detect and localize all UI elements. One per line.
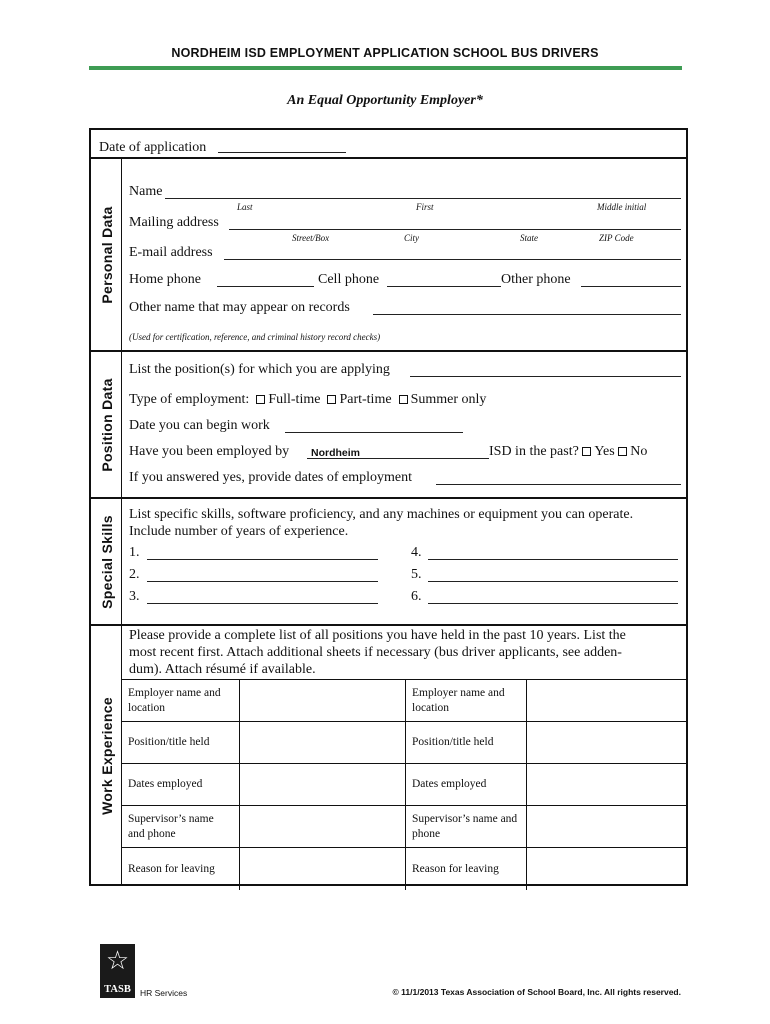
employed-before-question bbox=[489, 444, 647, 460]
first-name-caption: First bbox=[416, 202, 434, 212]
right-entry-cell[interactable] bbox=[527, 848, 686, 890]
cell-phone-label: Cell phone bbox=[318, 272, 380, 287]
right-row-label: Position/title held bbox=[412, 736, 494, 748]
state-caption: State bbox=[520, 233, 538, 243]
work-experience-section bbox=[91, 624, 686, 886]
special-skills-heading: Special Skills bbox=[98, 514, 115, 609]
yes-checkbox[interactable] bbox=[582, 447, 591, 456]
other-name-field[interactable] bbox=[373, 314, 681, 315]
table-row bbox=[122, 806, 686, 848]
right-entry-cell[interactable] bbox=[527, 764, 686, 805]
name-label: Name bbox=[129, 184, 163, 199]
employment-dates-field[interactable] bbox=[436, 484, 681, 485]
right-entry-cell[interactable] bbox=[527, 680, 686, 721]
position-data-heading: Position Data bbox=[98, 377, 115, 472]
city-caption: City bbox=[404, 233, 419, 243]
positions-label: List the position(s) for which you are applying bbox=[129, 362, 390, 377]
special-skills-sidebar bbox=[91, 499, 122, 624]
employment-type-label: Type of employment: bbox=[129, 392, 250, 407]
left-entry-cell[interactable] bbox=[240, 722, 405, 763]
work-experience-heading: Work Experience bbox=[98, 697, 115, 815]
home-phone-field[interactable] bbox=[217, 286, 314, 287]
special-skills-section bbox=[91, 497, 686, 624]
skill-field-5[interactable] bbox=[428, 581, 678, 582]
right-row-label: Dates employed bbox=[412, 778, 487, 790]
work-instructions-2: most recent first. Attach additional sheets if necessary (bus driver applicants, see adden- bbox=[129, 645, 622, 660]
right-entry-cell[interactable] bbox=[527, 806, 686, 847]
skill-number-2: 2. bbox=[129, 567, 140, 582]
last-name-caption: Last bbox=[237, 202, 253, 212]
full-time-label: Full-time bbox=[268, 392, 321, 407]
skill-number-5: 5. bbox=[411, 567, 422, 582]
name-field[interactable] bbox=[165, 198, 681, 199]
work-experience-sidebar bbox=[91, 626, 122, 886]
form-title: NORDHEIM ISD EMPLOYMENT APPLICATION SCHOOL BUS DRIVERS bbox=[171, 46, 599, 60]
right-row-label: Supervisor’s name and phone bbox=[412, 812, 518, 840]
personal-data-heading: Personal Data bbox=[98, 205, 115, 304]
personal-data-sidebar bbox=[91, 159, 122, 350]
mailing-address-field[interactable] bbox=[229, 229, 681, 230]
left-row-label: Dates employed bbox=[128, 778, 203, 790]
left-row-label: Position/title held bbox=[128, 736, 210, 748]
date-of-application-label: Date of application bbox=[99, 140, 207, 155]
begin-date-field[interactable] bbox=[285, 432, 463, 433]
positions-field[interactable] bbox=[410, 376, 681, 377]
application-form bbox=[89, 128, 688, 886]
position-data-section bbox=[91, 350, 686, 497]
left-row-label: Reason for leaving bbox=[128, 862, 215, 875]
employment-dates-label: If you answered yes, provide dates of employment bbox=[129, 470, 413, 485]
no-label: No bbox=[630, 444, 648, 459]
table-row bbox=[122, 722, 686, 764]
skills-instructions-1: List specific skills, software proficiency, and any machines or equipment you can operate. bbox=[129, 507, 634, 522]
employment-type-row bbox=[129, 392, 486, 408]
skill-number-4: 4. bbox=[411, 545, 422, 560]
skill-number-1: 1. bbox=[129, 545, 140, 560]
right-row-label: Employer name and location bbox=[412, 686, 505, 714]
records-note: (Used for certification, reference, and criminal history record checks) bbox=[129, 332, 381, 342]
work-history-table bbox=[122, 679, 686, 890]
work-instructions-1: Please provide a complete list of all positions you have held in the past 10 years. List the bbox=[129, 628, 626, 643]
skill-number-6: 6. bbox=[411, 589, 422, 604]
other-name-label: Other name that may appear on records bbox=[129, 300, 350, 315]
cell-phone-field[interactable] bbox=[387, 286, 501, 287]
no-checkbox[interactable] bbox=[618, 447, 627, 456]
left-entry-cell[interactable] bbox=[240, 806, 405, 847]
zip-caption: ZIP Code bbox=[599, 233, 634, 243]
skill-field-4[interactable] bbox=[428, 559, 678, 560]
part-time-label: Part-time bbox=[339, 392, 392, 407]
yes-label: Yes bbox=[594, 444, 615, 459]
employed-before-prefix: Have you been employed by bbox=[129, 444, 290, 459]
tasb-logo bbox=[100, 944, 135, 998]
summer-only-label: Summer only bbox=[410, 392, 487, 407]
skills-instructions-2: Include number of years of experience. bbox=[129, 524, 349, 539]
skill-field-3[interactable] bbox=[147, 603, 378, 604]
skill-field-6[interactable] bbox=[428, 603, 678, 604]
skill-number-3: 3. bbox=[129, 589, 140, 604]
left-row-label: Supervisor’s name and phone bbox=[128, 812, 214, 840]
date-of-application-field[interactable] bbox=[218, 152, 346, 153]
table-row bbox=[122, 764, 686, 806]
work-instructions-3: dum). Attach résumé if available. bbox=[129, 662, 316, 677]
skill-field-2[interactable] bbox=[147, 581, 378, 582]
mailing-address-label: Mailing address bbox=[129, 215, 219, 230]
star-icon: ☆ bbox=[105, 946, 130, 976]
full-time-checkbox[interactable] bbox=[256, 395, 265, 404]
email-field[interactable] bbox=[224, 259, 681, 260]
other-phone-label: Other phone bbox=[501, 272, 571, 287]
employed-before-suffix: ISD in the past? bbox=[489, 444, 579, 459]
green-divider bbox=[89, 66, 682, 70]
personal-data-section bbox=[91, 157, 686, 350]
begin-date-label: Date you can begin work bbox=[129, 418, 270, 433]
street-caption: Street/Box bbox=[292, 233, 330, 243]
hr-services-label: HR Services bbox=[140, 988, 188, 998]
home-phone-label: Home phone bbox=[129, 272, 201, 287]
position-data-sidebar bbox=[91, 352, 122, 497]
district-name-value: Nordheim bbox=[311, 447, 361, 459]
copyright-notice: © 11/1/2013 Texas Association of School Board, Inc. All rights reserved. bbox=[392, 987, 681, 997]
email-label: E-mail address bbox=[129, 245, 213, 260]
middle-initial-caption: Middle initial bbox=[597, 202, 647, 212]
left-entry-cell[interactable] bbox=[240, 764, 405, 805]
right-row-label: Reason for leaving bbox=[412, 862, 499, 875]
summer-only-checkbox[interactable] bbox=[399, 395, 408, 404]
tasb-logo-text: TASB bbox=[104, 984, 131, 995]
table-row bbox=[122, 848, 686, 890]
left-row-label: Employer name and location bbox=[128, 686, 221, 714]
table-row bbox=[122, 680, 686, 722]
part-time-checkbox[interactable] bbox=[327, 395, 336, 404]
left-entry-cell[interactable] bbox=[240, 680, 405, 721]
left-entry-cell[interactable] bbox=[240, 848, 405, 890]
right-entry-cell[interactable] bbox=[527, 722, 686, 763]
skill-field-1[interactable] bbox=[147, 559, 378, 560]
other-phone-field[interactable] bbox=[581, 286, 681, 287]
form-subtitle: An Equal Opportunity Employer* bbox=[287, 93, 483, 108]
